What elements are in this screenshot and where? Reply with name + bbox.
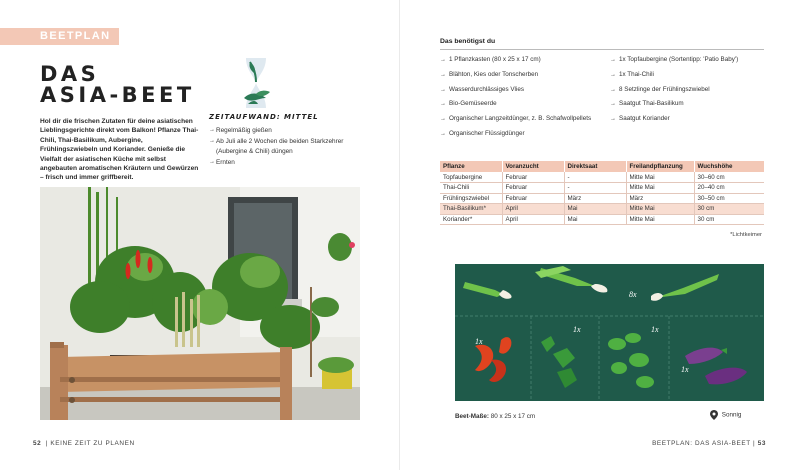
bed-dimensions-value: 80 x 25 x 17 cm: [490, 413, 536, 420]
bed-dimensions: [455, 413, 535, 420]
table-cell: Februar: [502, 183, 564, 194]
needs-item: → 8 Setzlinge der Frühlingszwiebel: [610, 86, 770, 94]
table-row: [440, 193, 764, 204]
table-cell: März: [564, 193, 626, 204]
table-cell: Topfaubergine: [440, 172, 502, 183]
balcony-planter-photo: [40, 187, 360, 420]
table-cell: Thai-Basilikum*: [440, 204, 502, 215]
table-cell: 30 cm: [694, 204, 764, 215]
page-footer-left: [33, 440, 135, 447]
needs-item: → Saatgut Thai-Basilikum: [610, 100, 770, 108]
table-cell: -: [564, 183, 626, 194]
location-pin-icon: [710, 410, 718, 420]
needs-item: → 1x Topfaubergine (Sortentipp: 'Patio Baby'): [610, 56, 770, 64]
needs-item: → Bio-Gemüseerde: [440, 100, 610, 108]
separator: |: [45, 440, 48, 447]
section-tag: [0, 28, 119, 45]
section-tag-label: BEETPLAN: [40, 30, 111, 42]
bed-label-basil: 1x: [651, 325, 659, 334]
column-header: Pflanze: [440, 161, 502, 172]
table-cell: -: [564, 172, 626, 183]
table-row: [440, 172, 764, 183]
table-cell: Mai: [564, 204, 626, 215]
column-header: Wuchshöhe: [694, 161, 764, 172]
column-header: Direktsaat: [564, 161, 626, 172]
table-cell: Koriander*: [440, 214, 502, 225]
page-footer-right: [652, 440, 768, 447]
bed-label-onions: 8x: [629, 290, 637, 299]
title-line-2: ASIA-BEET: [40, 83, 195, 107]
needs-list-right: [610, 56, 770, 130]
table-cell: Februar: [502, 193, 564, 204]
sun-label: Sonnig: [721, 411, 742, 419]
chapter-name: BEETPLAN: DAS ASIA-BEET: [652, 440, 751, 447]
separator: |: [753, 440, 756, 447]
table-cell: Mitte Mai: [626, 172, 694, 183]
planting-table: [440, 161, 764, 225]
chapter-name: KEINE ZEIT ZU PLANEN: [50, 440, 135, 447]
table-row: [440, 214, 764, 225]
table-cell: April: [502, 204, 564, 215]
bed-dimensions-label: Beet-Maße:: [455, 413, 489, 420]
hourglass-icon: [236, 54, 276, 112]
table-cell: 30–50 cm: [694, 193, 764, 204]
table-cell: 30–60 cm: [694, 172, 764, 183]
table-cell: 30 cm: [694, 214, 764, 225]
effort-item: → Ab Juli alle 2 Wochen die beiden Starkzehrer (Aubergine & Chili) düngen: [209, 137, 349, 156]
bed-label-chili: 1x: [475, 337, 483, 346]
effort-item: → Regelmäßig gießen: [209, 126, 349, 135]
table-cell: 20–40 cm: [694, 183, 764, 194]
page-title: [40, 64, 195, 106]
table-cell: Mitte Mai: [626, 183, 694, 194]
title-line-1: DAS: [40, 62, 100, 86]
intro-text: Hol dir die frischen Zutaten für deine asiatischen Lieblingsgerichte direkt vom Balkon! Pflanze Thai-Chili, Thai-Basilikum, Aubergine, Frühlingszwiebeln und Koriander. Genieße die Vielfalt der asiatischen Küche mit selbst angebauten aromatischen Kräutern und Gewürzen – frisch und immer griffbereit.: [40, 118, 199, 182]
effort-list: [209, 126, 349, 168]
table-cell: Frühlingszwiebel: [440, 193, 502, 204]
table-cell: Thai-Chili: [440, 183, 502, 194]
footnote: *Lichtkeimer: [730, 232, 762, 238]
needs-item: → Organischer Langzeitdünger, z. B. Schafwollpellets: [440, 115, 610, 123]
needs-item: → Saatgut Koriander: [610, 115, 770, 123]
table-header-row: [440, 161, 764, 172]
table-row: [440, 183, 764, 194]
sun-requirement: [710, 410, 741, 420]
bed-plan-illustration: [455, 264, 764, 401]
page-number: 53: [757, 440, 766, 447]
table-cell: Februar: [502, 172, 564, 183]
table-row: [440, 204, 764, 215]
needs-title: Das benötigst du: [440, 38, 496, 45]
column-header: Freilandpflanzung: [626, 161, 694, 172]
needs-list-left: [440, 56, 610, 145]
divider: [440, 49, 764, 50]
table-cell: März: [626, 193, 694, 204]
bed-label-coriander: 1x: [573, 325, 581, 334]
effort-item: → Ernten: [209, 158, 349, 167]
bed-label-aubergine: 1x: [681, 365, 689, 374]
table-cell: Mai: [564, 214, 626, 225]
needs-item: → Organischer Flüssigdünger: [440, 130, 610, 138]
needs-item: → 1x Thai-Chili: [610, 71, 770, 79]
page-number: 52: [33, 440, 42, 447]
effort-title: ZEITAUFWAND: MITTEL: [209, 113, 319, 121]
table-cell: Mitte Mai: [626, 204, 694, 215]
table-cell: Mitte Mai: [626, 214, 694, 225]
column-header: Voranzucht: [502, 161, 564, 172]
table-cell: April: [502, 214, 564, 225]
needs-item: → Wasserdurchlässiges Vlies: [440, 86, 610, 94]
needs-item: → 1 Pflanzkasten (80 x 25 x 17 cm): [440, 56, 610, 64]
effort-box: [209, 113, 349, 170]
needs-item: → Blähton, Kies oder Tonscherben: [440, 71, 610, 79]
